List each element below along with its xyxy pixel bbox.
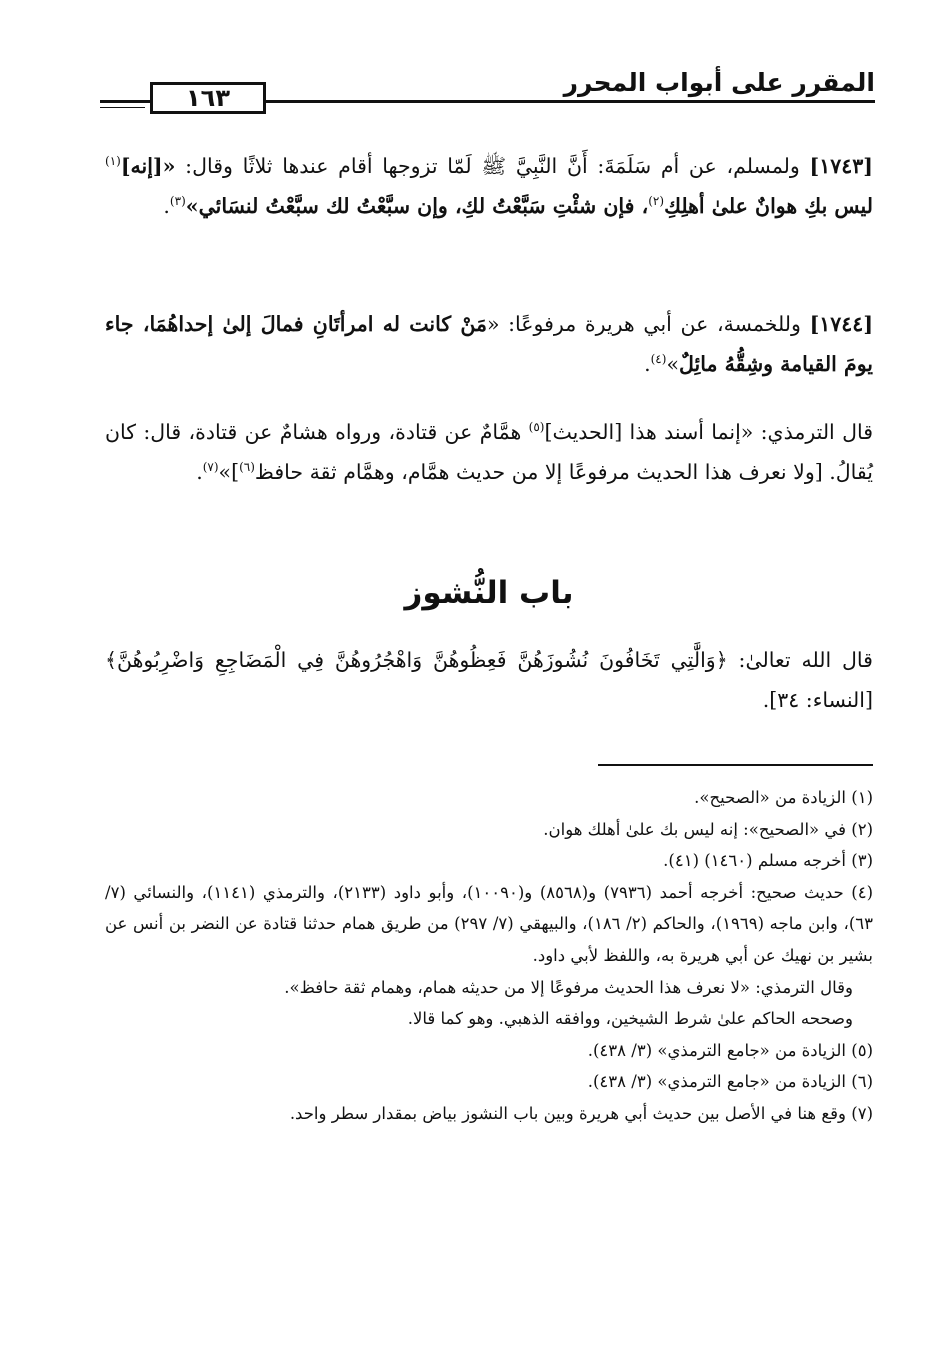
verse-citation: ﴾ [النساء: ٣٤]. bbox=[105, 648, 873, 712]
hadith-intro: وللخمسة، عن أبي هريرة مرفوعًا: « bbox=[486, 312, 810, 336]
period: . bbox=[196, 460, 203, 484]
footnote-4: (٤) حديث صحيح: أخرجه أحمد (٧٩٣٦) و(٨٥٦٨) و(١٠٠٩٠)، وأبو داود (٢١٣٣)، والترمذي (١١٤١)، والنسائي (٧/ ٦٣)، وابن ماجه (١٩٦٩)، والحاكم (٢/ ١٨٦)، والبيهقي (٧/ ٢٩٧) من طريق همام حدثنا قتادة عن النضر بن أنس عن بشير بن نهيك عن أبي هريرة به، واللفظ لأبي داود. bbox=[105, 882, 873, 965]
header-rule-thin bbox=[100, 107, 145, 108]
hadith-1744 bbox=[105, 304, 873, 384]
hadith-number: [١٧٤٤] bbox=[809, 312, 874, 336]
page-header bbox=[100, 68, 875, 118]
footnote-ref-7[interactable]: (٧) bbox=[202, 460, 219, 475]
running-title: المقرر على أبواب المحرر bbox=[554, 68, 875, 98]
footnote-separator bbox=[598, 764, 873, 766]
footnote-ref-2[interactable]: (٢) bbox=[648, 194, 665, 209]
footnote-4-tirmidhi: وقال الترمذي: «لا نعرف هذا الحديث مرفوعًا إلا من حديثه همام، وهمام ثقة حافظ». bbox=[284, 977, 853, 997]
footnote-ref-1[interactable]: (١) bbox=[105, 154, 121, 169]
quote-close: » bbox=[185, 194, 199, 218]
footnote-5: (٥) الزيادة من «جامع الترمذي» (٣/ ٤٣٨). bbox=[587, 1040, 873, 1060]
chapter-heading: باب النُّشوز bbox=[404, 575, 574, 611]
footnote-ref-4[interactable]: (٤) bbox=[650, 352, 667, 367]
footnote-ref-3[interactable]: (٣) bbox=[169, 194, 186, 209]
quran-verse-paragraph bbox=[105, 640, 873, 720]
footnote-1: (١) الزيادة من «الصحيح». bbox=[694, 788, 873, 807]
period: . bbox=[644, 352, 651, 376]
quote-close: » bbox=[666, 352, 679, 376]
page-number: ١٦٣ bbox=[150, 82, 266, 114]
comment-part-3: ]» bbox=[218, 460, 240, 484]
comment-part-2: همَّامٌ عن قتادة، ورواه هشامٌ عن قتادة، قال: كان يُقالُ. [ولا نعرف هذا الحديث مرفوعًا إلا من حديث همَّام، وهمَّام ثقة حافظ bbox=[105, 420, 873, 484]
footnotes bbox=[105, 782, 873, 1130]
footnote-4-hakim: وصححه الحاكم علىٰ شرط الشيخين، ووافقه الذهبي. وهو كما قالا. bbox=[407, 1009, 853, 1029]
verse-intro: قال الله تعالىٰ: ﴿ bbox=[715, 648, 873, 672]
comment-part-1: قال الترمذي: «إنما أسند هذا [الحديث] bbox=[544, 420, 874, 444]
footnote-6: (٦) الزيادة من «جامع الترمذي» (٣/ ٤٣٨). bbox=[587, 1072, 873, 1092]
tirmidhi-comment bbox=[105, 412, 873, 492]
hadith-quote: مَنْ كانت له امرأتَانِ فمالَ إلىٰ إحداهُمَا، جاء يومَ القيامة وشِقُّهُ مائِلٌ bbox=[105, 312, 873, 376]
bracket-addition: [إنه] bbox=[120, 154, 163, 178]
footnote-2: (٢) في «الصحيح»: إنه ليس بك علىٰ أهلك هوان. bbox=[543, 819, 873, 839]
footnote-ref-6[interactable]: (٦) bbox=[239, 460, 255, 475]
footnote-ref-5[interactable]: (٥) bbox=[528, 420, 545, 435]
verse-text: وَالَّٰتِي تَخَافُونَ نُشُوزَهُنَّ فَعِظُوهُنَّ وَاهْجُرُوهُنَّ فِي الْمَضَاجِعِ وَاضْرِبُوهُنَّ bbox=[117, 648, 716, 672]
hadith-intro: ولمسلم، عن أم سَلَمَةَ: أَنَّ النَّبِيَّ ﷺ لَمّا تزوجها أقام عندها ثلاثًا وقال: bbox=[185, 154, 810, 178]
hadith-1743 bbox=[105, 146, 873, 226]
hadith-quote-b: ، فإن شئْتِ سَبَّعْتُ لكِ، وإن سبَّعْتُ لك سبَّعْتُ لنسَائي bbox=[198, 194, 649, 218]
hadith-quote-a: ليس بكِ هوانٌ علىٰ أهلِكِ bbox=[664, 194, 873, 218]
hadith-number: [١٧٤٣] bbox=[809, 154, 873, 178]
footnote-7: (٧) وقع هنا في الأصل بين حديث أبي هريرة وبين باب النشوز بياض بمقدار سطر واحد. bbox=[289, 1103, 873, 1123]
footnote-3: (٣) أخرجه مسلم (١٤٦٠) (٤١). bbox=[663, 851, 873, 871]
period: . bbox=[163, 194, 170, 218]
quote-open: « bbox=[162, 154, 176, 178]
